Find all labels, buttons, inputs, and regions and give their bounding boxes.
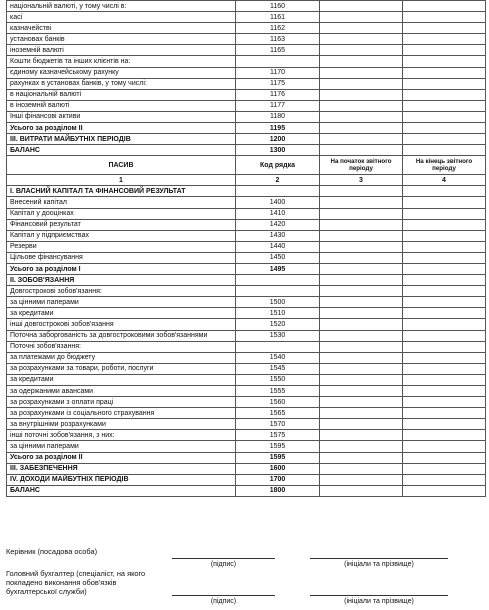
period-end-value[interactable]: [403, 374, 486, 385]
line-code: 1162: [236, 23, 320, 34]
column-number: 2: [236, 175, 320, 186]
period-start-value[interactable]: [320, 474, 403, 485]
row-label: за цінними паперами: [7, 297, 236, 308]
period-end-value[interactable]: [403, 100, 486, 111]
period-end-value[interactable]: [403, 145, 486, 156]
table-row: [7, 134, 486, 145]
line-code: 1161: [236, 12, 320, 23]
line-code: 1200: [236, 134, 320, 145]
row-label: за одержаними авансами: [7, 386, 236, 397]
period-end-value[interactable]: [403, 363, 486, 374]
row-label: за розрахунками з оплати праці: [7, 397, 236, 408]
assets-section: [7, 1, 486, 156]
liabilities-header: [7, 156, 486, 186]
period-start-value[interactable]: [320, 78, 403, 89]
line-code: 1595: [236, 452, 320, 463]
period-end-value[interactable]: [403, 485, 486, 496]
line-code: 1510: [236, 308, 320, 319]
period-start-value[interactable]: [320, 145, 403, 156]
line-code: 1550: [236, 374, 320, 385]
table-row: [7, 186, 486, 197]
line-code: 1600: [236, 463, 320, 474]
row-label: Інші фінансові активи: [7, 111, 236, 122]
line-code: 1520: [236, 319, 320, 330]
period-end-value[interactable]: [403, 430, 486, 441]
row-label: Усього за розділом I: [7, 263, 236, 274]
row-label: казначействі: [7, 23, 236, 34]
table-row: [7, 56, 486, 67]
row-label: в національній валюті: [7, 89, 236, 100]
row-label: за внутрішніми розрахунками: [7, 419, 236, 430]
row-label: за розрахунками із соціального страхування: [7, 408, 236, 419]
table-row: [7, 208, 486, 219]
line-code: 1565: [236, 408, 320, 419]
line-code: 1160: [236, 1, 320, 12]
table-row: [7, 111, 486, 122]
period-start-value[interactable]: [320, 241, 403, 252]
period-start-value[interactable]: [320, 67, 403, 78]
line-code: 1540: [236, 352, 320, 363]
period-start-value[interactable]: [320, 89, 403, 100]
period-start-value[interactable]: [320, 1, 403, 12]
period-start-value[interactable]: [320, 308, 403, 319]
line-code: [236, 56, 320, 67]
row-label: Поточна заборгованість за довгостроковими зобов'язаннями: [7, 330, 236, 341]
row-label: за цінними паперами: [7, 441, 236, 452]
line-code: [236, 275, 320, 286]
line-code: [236, 186, 320, 197]
column-number: 3: [320, 175, 403, 186]
period-start-value[interactable]: [320, 441, 403, 452]
line-code: 1500: [236, 297, 320, 308]
period-start-value[interactable]: [320, 208, 403, 219]
table-row: [7, 452, 486, 463]
period-end-value[interactable]: [403, 286, 486, 297]
row-label: установах банків: [7, 34, 236, 45]
table-row: [7, 419, 486, 430]
table-row: [7, 319, 486, 330]
period-start-value[interactable]: [320, 485, 403, 496]
period-end-value[interactable]: [403, 352, 486, 363]
table-row: [7, 12, 486, 23]
row-label: касі: [7, 12, 236, 23]
table-row: [7, 123, 486, 134]
column-number: 4: [403, 175, 486, 186]
period-start-value[interactable]: [320, 111, 403, 122]
table-row: [7, 45, 486, 56]
liabilities-section: [7, 186, 486, 497]
period-start-value[interactable]: [320, 197, 403, 208]
period-end-value[interactable]: [403, 341, 486, 352]
period-end-value[interactable]: [403, 219, 486, 230]
period-end-value[interactable]: [403, 134, 486, 145]
accountant-signature-caption: (підпис): [210, 598, 237, 605]
line-code: 1195: [236, 123, 320, 134]
period-end-value[interactable]: [403, 263, 486, 274]
row-label: в іноземній валюті: [7, 100, 236, 111]
row-label: Капітал у підприємствах: [7, 230, 236, 241]
accountant-signature-line[interactable]: [172, 595, 275, 596]
line-code: 1175: [236, 78, 320, 89]
line-code: 1800: [236, 485, 320, 496]
table-row: [7, 363, 486, 374]
period-end-value[interactable]: [403, 241, 486, 252]
table-row: [7, 89, 486, 100]
balance-table: [6, 0, 486, 497]
line-code: 1420: [236, 219, 320, 230]
head-name-caption: (ініціали та прізвище): [344, 561, 414, 568]
table-row: [7, 23, 486, 34]
period-start-value[interactable]: [320, 386, 403, 397]
table-row: [7, 78, 486, 89]
table-row: [7, 275, 486, 286]
row-label: Внесений капітал: [7, 197, 236, 208]
period-start-value[interactable]: [320, 230, 403, 241]
period-start-value[interactable]: [320, 100, 403, 111]
row-label: інші довгострокові зобов'язання: [7, 319, 236, 330]
table-row: [7, 219, 486, 230]
period-start-value[interactable]: [320, 419, 403, 430]
table-row: [7, 241, 486, 252]
table-row: [7, 230, 486, 241]
period-start-value[interactable]: [320, 352, 403, 363]
row-label: Усього за розділом II: [7, 452, 236, 463]
period-start-value[interactable]: [320, 45, 403, 56]
line-code: 1560: [236, 397, 320, 408]
line-code: 1530: [236, 330, 320, 341]
period-start-value[interactable]: [320, 319, 403, 330]
table-row: [7, 352, 486, 363]
period-start-value[interactable]: [320, 263, 403, 274]
period-end-value[interactable]: [403, 34, 486, 45]
head-signature-caption: (підпис): [210, 561, 237, 568]
accountant-name-caption: (ініціали та прізвище): [344, 598, 414, 605]
period-start-value[interactable]: [320, 408, 403, 419]
period-end-value[interactable]: [403, 408, 486, 419]
period-start-value[interactable]: [320, 330, 403, 341]
table-row: [7, 441, 486, 452]
period-start-value[interactable]: [320, 452, 403, 463]
row-label: Резерви: [7, 241, 236, 252]
line-code: 1570: [236, 419, 320, 430]
line-code: 1555: [236, 386, 320, 397]
table-row: [7, 430, 486, 441]
period-end-value[interactable]: [403, 23, 486, 34]
table-row: [7, 330, 486, 341]
period-start-value[interactable]: [320, 286, 403, 297]
table-row: [7, 386, 486, 397]
line-code: 1180: [236, 111, 320, 122]
period-start-value[interactable]: [320, 56, 403, 67]
period-start-value[interactable]: [320, 397, 403, 408]
period-start-value[interactable]: [320, 23, 403, 34]
period-end-value[interactable]: [403, 452, 486, 463]
header-period-end: На кінець звітного періоду: [403, 156, 486, 175]
line-code: 1300: [236, 145, 320, 156]
header-line-code: Код рядка: [236, 156, 320, 175]
table-row: [7, 197, 486, 208]
period-end-value[interactable]: [403, 419, 486, 430]
line-code: 1400: [236, 197, 320, 208]
line-code: 1410: [236, 208, 320, 219]
period-end-value[interactable]: [403, 386, 486, 397]
period-end-value[interactable]: [403, 474, 486, 485]
period-end-value[interactable]: [403, 67, 486, 78]
row-label: БАЛАНС: [7, 485, 236, 496]
row-label: Довгострокові зобов'язання:: [7, 286, 236, 297]
period-start-value[interactable]: [320, 430, 403, 441]
line-code: 1177: [236, 100, 320, 111]
row-label: Цільове фінансування: [7, 252, 236, 263]
line-code: 1430: [236, 230, 320, 241]
period-start-value[interactable]: [320, 275, 403, 286]
line-code: 1176: [236, 89, 320, 100]
period-end-value[interactable]: [403, 275, 486, 286]
line-code: 1165: [236, 45, 320, 56]
line-code: [236, 286, 320, 297]
table-row: [7, 341, 486, 352]
table-row: [7, 286, 486, 297]
row-label: БАЛАНС: [7, 145, 236, 156]
table-row: [7, 252, 486, 263]
period-end-value[interactable]: [403, 397, 486, 408]
row-label: I. ВЛАСНИЙ КАПІТАЛ ТА ФІНАНСОВИЙ РЕЗУЛЬТАТ: [7, 186, 236, 197]
table-row: [7, 374, 486, 385]
line-code: 1440: [236, 241, 320, 252]
header-period-start: На початок звітного періоду: [320, 156, 403, 175]
period-end-value[interactable]: [403, 308, 486, 319]
line-code: 1495: [236, 263, 320, 274]
period-start-value[interactable]: [320, 341, 403, 352]
period-end-value[interactable]: [403, 78, 486, 89]
row-label: рахунках в установах банків, у тому числі:: [7, 78, 236, 89]
row-label: III. ВИТРАТИ МАЙБУТНІХ ПЕРІОДІВ: [7, 134, 236, 145]
table-row: [7, 308, 486, 319]
row-label: Капітал у дооцінках: [7, 208, 236, 219]
row-label: за кредитами: [7, 374, 236, 385]
period-start-value[interactable]: [320, 12, 403, 23]
period-start-value[interactable]: [320, 252, 403, 263]
period-end-value[interactable]: [403, 441, 486, 452]
head-signature-line[interactable]: [172, 558, 275, 559]
period-end-value[interactable]: [403, 56, 486, 67]
period-end-value[interactable]: [403, 463, 486, 474]
line-code: 1450: [236, 252, 320, 263]
line-code: 1170: [236, 67, 320, 78]
table-row: [7, 485, 486, 496]
line-code: 1700: [236, 474, 320, 485]
period-start-value[interactable]: [320, 297, 403, 308]
period-end-value[interactable]: [403, 111, 486, 122]
period-start-value[interactable]: [320, 186, 403, 197]
row-label: іноземній валюті: [7, 45, 236, 56]
period-end-value[interactable]: [403, 12, 486, 23]
period-end-value[interactable]: [403, 197, 486, 208]
period-start-value[interactable]: [320, 219, 403, 230]
period-end-value[interactable]: [403, 208, 486, 219]
table-row: [7, 463, 486, 474]
header-liabilities: ПАСИВ: [7, 156, 236, 175]
head-label: Керівник (посадова особа): [6, 547, 98, 556]
accountant-name-line[interactable]: [310, 595, 448, 596]
table-row: [7, 67, 486, 78]
table-row: [7, 297, 486, 308]
line-code: 1575: [236, 430, 320, 441]
row-label: II. ЗОБОВ'ЯЗАННЯ: [7, 275, 236, 286]
period-end-value[interactable]: [403, 1, 486, 12]
line-code: 1595: [236, 441, 320, 452]
table-row: [7, 1, 486, 12]
row-label: Кошти бюджетів та інших клієнтів на:: [7, 56, 236, 67]
column-number-row: [7, 175, 486, 186]
row-label: III. ЗАБЕЗПЕЧЕННЯ: [7, 463, 236, 474]
period-end-value[interactable]: [403, 89, 486, 100]
period-start-value[interactable]: [320, 34, 403, 45]
row-label: Усього за розділом II: [7, 123, 236, 134]
period-end-value[interactable]: [403, 330, 486, 341]
accountant-label: Головний бухгалтер (спеціаліст, на якого покладено виконання обов'язків бухгалтерської служби): [6, 569, 146, 596]
line-code: [236, 341, 320, 352]
period-end-value[interactable]: [403, 186, 486, 197]
period-start-value[interactable]: [320, 134, 403, 145]
table-row: [7, 474, 486, 485]
row-label: IV. ДОХОДИ МАЙБУТНІХ ПЕРІОДІВ: [7, 474, 236, 485]
period-start-value[interactable]: [320, 463, 403, 474]
row-label: за кредитами: [7, 308, 236, 319]
period-start-value[interactable]: [320, 363, 403, 374]
header-row: [7, 156, 486, 175]
line-code: 1545: [236, 363, 320, 374]
row-label: інші поточні зобов'язання, з них:: [7, 430, 236, 441]
period-start-value[interactable]: [320, 374, 403, 385]
period-end-value[interactable]: [403, 230, 486, 241]
line-code: 1163: [236, 34, 320, 45]
period-start-value[interactable]: [320, 123, 403, 134]
table-row: [7, 408, 486, 419]
table-row: [7, 34, 486, 45]
row-label: Фінансовий результат: [7, 219, 236, 230]
row-label: національній валюті, у тому числі в:: [7, 1, 236, 12]
table-row: [7, 145, 486, 156]
column-number: 1: [7, 175, 236, 186]
table-row: [7, 100, 486, 111]
period-end-value[interactable]: [403, 123, 486, 134]
period-end-value[interactable]: [403, 297, 486, 308]
row-label: Поточні зобов'язання:: [7, 341, 236, 352]
head-name-line[interactable]: [310, 558, 448, 559]
row-label: за розрахунками за товари, роботи, послуги: [7, 363, 236, 374]
table-row: [7, 397, 486, 408]
row-label: за платежами до бюджету: [7, 352, 236, 363]
period-end-value[interactable]: [403, 45, 486, 56]
table-row: [7, 263, 486, 274]
row-label: єдиному казначейському рахунку: [7, 67, 236, 78]
period-end-value[interactable]: [403, 319, 486, 330]
period-end-value[interactable]: [403, 252, 486, 263]
